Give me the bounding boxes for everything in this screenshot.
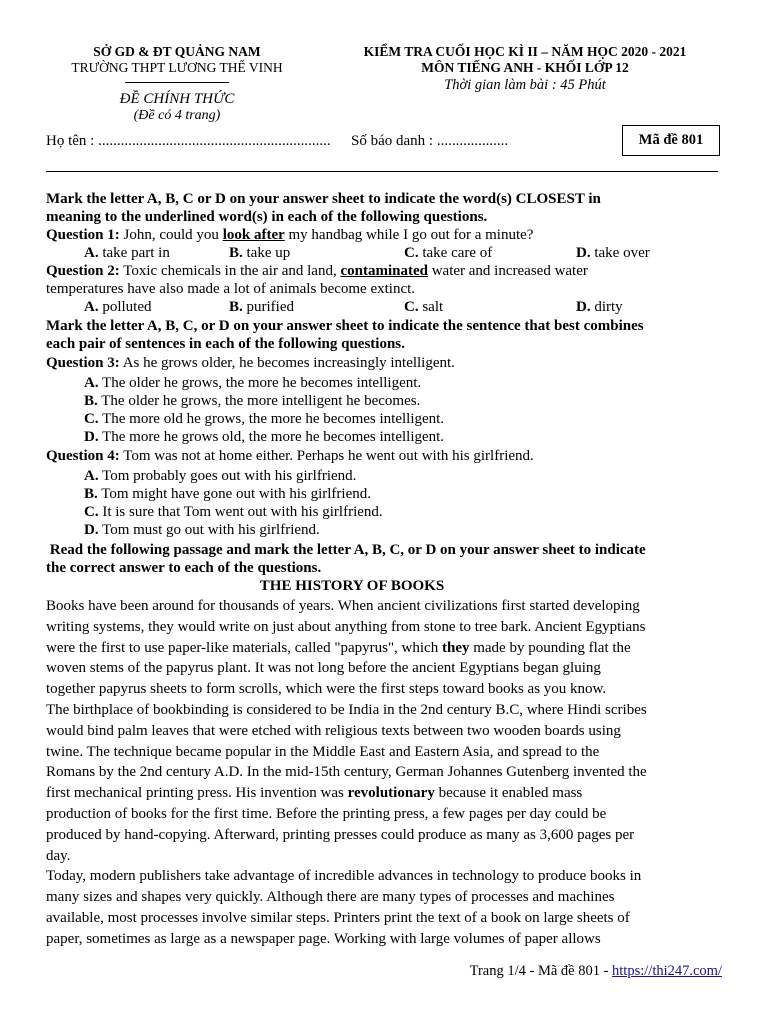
passage-text: first mechanical printing press. His invention was	[46, 785, 344, 802]
option-text: dirty	[594, 299, 623, 315]
q3-option-d	[84, 429, 444, 446]
q1-option-c	[404, 245, 492, 262]
section2-instruction-line1: Mark the letter A, B, C, or D on your answer sheet to indicate the sentence that best combines	[46, 318, 644, 334]
option-letter: A.	[84, 299, 99, 315]
passage-highlight: they	[441, 639, 470, 656]
subject-title: MÔN TIẾNG ANH - KHỐI LỚP 12	[421, 60, 629, 75]
q4-option-a	[84, 468, 356, 485]
footer-link[interactable]: https://thi247.com/	[612, 963, 722, 979]
q4-option-c	[84, 504, 383, 521]
question-1-text-post: my handbag while I go out for a minute?	[288, 227, 534, 243]
option-text: The more old he grows, the more he becomes intelligent.	[102, 411, 445, 427]
question-3-text: As he grows older, he becomes increasingly intelligent.	[122, 355, 455, 371]
option-text: purified	[246, 299, 294, 315]
q2-option-c	[404, 299, 443, 316]
question-3	[46, 355, 455, 372]
question-2-underlined: contaminated	[340, 263, 428, 279]
header-divider	[125, 82, 229, 83]
question-4	[46, 448, 534, 465]
passage-line: paper, sometimes as large as a newspaper page. Working with large volumes of paper allows	[46, 930, 601, 947]
option-letter: C.	[404, 245, 419, 261]
question-2-label: Question 2:	[46, 263, 120, 279]
q1-option-b	[229, 245, 290, 262]
passage-line	[46, 638, 726, 659]
option-text: The more he grows old, the more he becomes intelligent.	[102, 429, 445, 445]
option-letter: C.	[84, 411, 99, 427]
student-id-field: Số báo danh : ...................	[351, 133, 509, 149]
option-text: take up	[246, 245, 291, 261]
passage-line: production of books for the first time. Before the printing press, a few pages per day could be	[46, 805, 607, 822]
section3-instruction-line2: the correct answer to each of the questions.	[46, 560, 322, 576]
option-letter: D.	[576, 245, 591, 261]
passage-title: THE HISTORY OF BOOKS	[259, 578, 445, 594]
question-1-text-pre: John, could you	[123, 227, 219, 243]
section2-instruction-line2: each pair of sentences in each of the following questions.	[46, 336, 405, 352]
passage-line: Today, modern publishers take advantage of incredible advances in technology to produce books in	[46, 868, 642, 885]
department-name: SỞ GD & ĐT QUẢNG NAM	[93, 44, 261, 59]
passage-line: many sizes and shapes very quickly. Although there are many types of processes and machines	[46, 889, 615, 906]
exam-time: Thời gian làm bài : 45 Phút	[444, 77, 606, 93]
option-letter: D.	[84, 429, 99, 445]
option-letter: B.	[229, 299, 243, 315]
passage-line: together papyrus sheets to form scrolls, which were the first steps toward books as you know.	[46, 681, 607, 698]
q1-option-a	[84, 245, 170, 262]
section3-instruction-line1: Read the following passage and mark the letter A, B, C, or D on your answer sheet to indicate	[46, 542, 646, 558]
passage-line: woven stems of the papyrus plant. It was not long before the ancient Egyptians began gluing	[46, 660, 601, 677]
option-letter: B.	[84, 486, 98, 502]
option-letter: B.	[229, 245, 243, 261]
school-name: TRƯỜNG THPT LƯƠNG THẾ VINH	[71, 60, 283, 75]
question-2	[46, 263, 588, 280]
q2-option-b	[229, 299, 294, 316]
option-text: Tom might have gone out with his girlfriend.	[101, 486, 371, 502]
question-1-underlined: look after	[222, 227, 285, 243]
option-text: polluted	[102, 299, 152, 315]
option-text: take over	[594, 245, 650, 261]
question-3-label: Question 3:	[46, 355, 120, 371]
q3-option-b	[84, 393, 420, 410]
exam-code-box	[622, 125, 720, 156]
q4-option-b	[84, 486, 371, 503]
option-text: The older he grows, the more he becomes intelligent.	[102, 375, 422, 391]
question-4-text: Tom was not at home either. Perhaps he went out with his girlfriend.	[123, 448, 534, 464]
page-footer	[470, 963, 722, 980]
option-text: Tom probably goes out with his girlfriend.	[102, 468, 357, 484]
option-letter: A.	[84, 375, 99, 391]
footer-text: Trang 1/4 - Mã đề 801 -	[469, 963, 613, 979]
student-name-field: Họ tên : ..............................................................	[46, 133, 331, 149]
passage-line: day.	[46, 847, 71, 864]
q3-option-c	[84, 411, 444, 428]
question-2-text-post: water and increased water	[431, 263, 588, 279]
page-count: (Đề có 4 trang)	[133, 108, 221, 123]
passage-highlight: revolutionary	[347, 785, 435, 802]
option-letter: D.	[576, 299, 591, 315]
option-text: salt	[422, 299, 444, 315]
question-1-label: Question 1:	[46, 227, 120, 243]
passage-line: twine. The technique became popular in the Middle East and Eastern Asia, and spread to the	[46, 743, 600, 760]
q1-option-d	[576, 245, 650, 262]
option-letter: D.	[84, 522, 99, 538]
header-rule	[46, 171, 718, 172]
question-1	[46, 227, 533, 244]
question-4-label: Question 4:	[46, 448, 120, 464]
option-text: take care of	[422, 245, 493, 261]
option-text: Tom must go out with his girlfriend.	[102, 522, 320, 538]
option-letter: C.	[404, 299, 419, 315]
option-letter: A.	[84, 245, 99, 261]
q2-option-a	[84, 299, 152, 316]
passage-line: Books have been around for thousands of years. When ancient civilizations first started developing	[46, 598, 640, 614]
passage-line: available, most processes involve similar steps. Printers print the text of a book on large sheets of	[46, 909, 630, 926]
passage-line: The birthplace of bookbinding is considered to be India in the 2nd century B.C, where Hindi scribes	[46, 701, 647, 718]
passage-text: made by pounding flat the	[473, 639, 631, 656]
question-2-text-pre: Toxic chemicals in the air and land,	[123, 263, 337, 279]
option-letter: C.	[84, 504, 99, 520]
option-text: It is sure that Tom went out with his girlfriend.	[102, 504, 383, 520]
option-letter: A.	[84, 468, 99, 484]
passage-line: produced by hand-copying. Afterward, printing presses could produce as many as 3,600 pages per	[46, 826, 635, 843]
option-letter: B.	[84, 393, 98, 409]
q4-option-d	[84, 522, 320, 539]
passage-line	[46, 783, 726, 804]
exam-title: KIỂM TRA CUỐI HỌC KÌ II – NĂM HỌC 2020 - 2021	[363, 44, 687, 59]
exam-code: Mã đề 801	[638, 132, 704, 148]
question-2-line2: temperatures have also made a lot of animals become extinct.	[46, 281, 416, 297]
option-text: take part in	[102, 245, 170, 261]
q3-option-a	[84, 375, 421, 392]
passage-text: because it enabled mass	[438, 785, 583, 802]
passage-text: were the first to use paper-like materials, called "papyrus", which	[46, 639, 439, 656]
option-text: The older he grows, the more intelligent he becomes.	[101, 393, 421, 409]
passage-line: writing systems, they would write on just about anything from stone to tree bark. Ancient Egyptians	[46, 618, 646, 635]
passage-line: Romans by the 2nd century A.D. In the mid-15th century, German Johannes Gutenberg invented the	[46, 764, 647, 781]
passage-line: would bind palm leaves that were etched with religious texts between two wooden boards using	[46, 722, 621, 739]
section1-instruction-line1: Mark the letter A, B, C or D on your answer sheet to indicate the word(s) CLOSEST in	[46, 191, 601, 207]
official-label: ĐỀ CHÍNH THỨC	[119, 91, 235, 107]
passage-body	[46, 596, 726, 950]
section1-instruction-line2: meaning to the underlined word(s) in each of the following questions.	[46, 209, 488, 225]
q2-option-d	[576, 299, 623, 316]
